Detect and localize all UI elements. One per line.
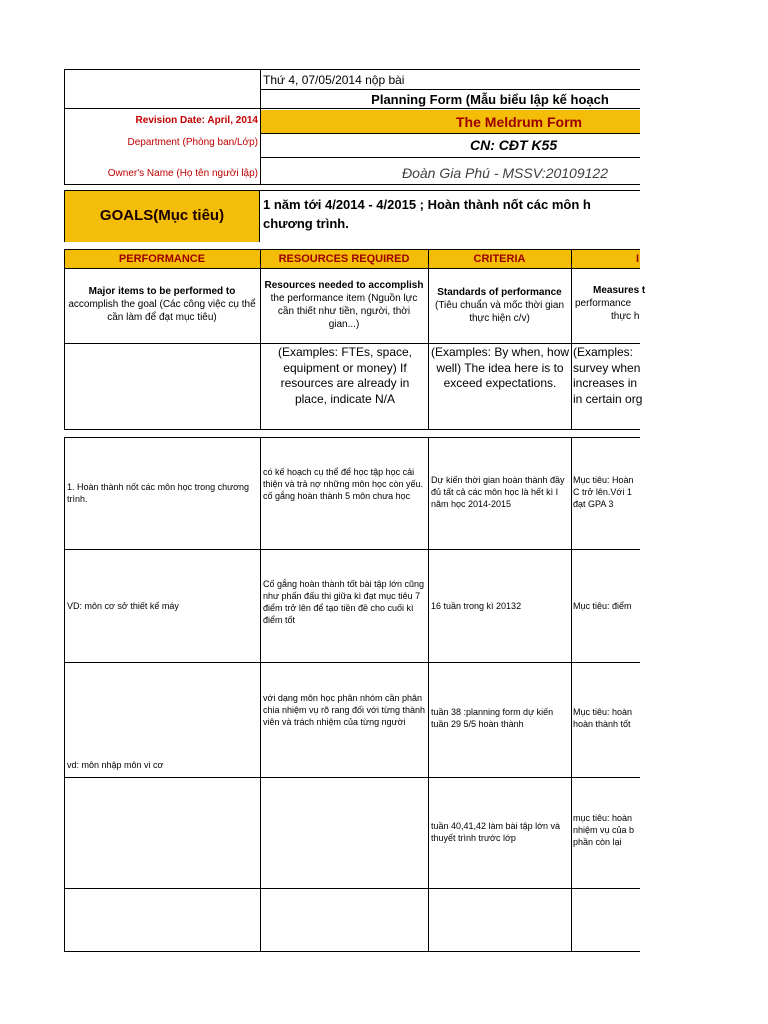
- measures-description-title: Measures t: [593, 285, 646, 296]
- row-resources-cell: [263, 912, 427, 926]
- row-resources-cell: với dạng môn học phân nhóm cần phân chia nhiệm vụ rõ rang đối với từng thành viên và trách nhiệm của từng người: [263, 693, 426, 727]
- row-criteria-cell: [431, 912, 569, 926]
- row-criteria-cell: tuần 40,41,42 làm bài tập lớn và thuyết trình trước lớp: [431, 821, 560, 843]
- resources-description-title: Resources needed to accomplish: [264, 280, 424, 291]
- row-measures-cell: mục tiêu: hoàn nhiệm vụ của b phần còn lại: [573, 813, 635, 847]
- row-resources-cell: Cố gắng hoàn thành tốt bài tập lớn cũng như phấn đấu thi giữa kì đạt mục tiêu 7 điểm trở lên để tạo tiền đề cho cuối kì điểm tốt: [263, 579, 425, 625]
- row-criteria-cell: 16 tuần trong kì 20132: [431, 601, 522, 611]
- form-name: The Meldrum Form: [456, 114, 583, 130]
- performance-description-title: Major items to be performed to: [88, 286, 236, 297]
- row-performance-cell: VD: môn cơ sở thiết kế máy: [67, 601, 179, 611]
- row-measures-cell: Mục tiêu: điểm: [573, 601, 632, 611]
- performance-description-text: accomplish the goal (Các công việc cụ thể cần làm để đạt mục tiêu): [68, 299, 256, 323]
- measures-description-text: performance: [575, 298, 632, 309]
- measures-description: [573, 284, 646, 340]
- criteria-description-text: (Tiêu chuẩn và mốc thời gian thực hiện c/v): [434, 300, 565, 324]
- row-performance-cell: [67, 820, 257, 834]
- department-value: CN: CĐT K55: [470, 137, 558, 153]
- column-title-criteria: CRITERIA: [473, 253, 526, 265]
- row-criteria-cell: Dự kiến thời gian hoàn thành đầy đủ tất cả các môn học là hết kì I năm học 2014-2015: [431, 475, 565, 509]
- goals-text-line1: 1 năm tới 4/2014 - 4/2015 ; Hoàn thành nốt các môn h: [263, 197, 591, 212]
- criteria-example: (Examples: By when, how well) The idea here is to exceed expectations.: [430, 345, 570, 390]
- resources-description: [262, 279, 426, 341]
- column-title-measures: I: [636, 253, 640, 265]
- resources-example: (Examples: FTEs, space, equipment or money) If resources are already in place, indicate N/A: [277, 345, 413, 406]
- goals-label: GOALS(Mục tiêu): [99, 207, 225, 224]
- column-title-resources: RESOURCES REQUIRED: [278, 253, 410, 265]
- submission-date: Thứ 4, 07/05/2014 nộp bài: [263, 73, 405, 87]
- row-measures-cell: Mục tiêu: hoàn hoàn thành tốt: [573, 707, 633, 729]
- row-criteria-cell: tuần 38 :planning form dự kiến tuần 29 5/5 hoàn thành: [431, 707, 554, 729]
- goals-text-line2: chương trình.: [263, 216, 349, 231]
- row-performance-cell: 1. Hoàn thành nốt các môn học trong chương trình.: [67, 482, 250, 504]
- row-measures-cell: Mục tiêu: Hoàn C trở lên.Với 1 đạt GPA 3: [573, 475, 634, 509]
- measures-description-text-2: thực h: [611, 311, 640, 322]
- measures-example: (Examples: survey when increases in in certain org: [573, 345, 643, 406]
- criteria-description-title: Standards of performance: [437, 287, 562, 298]
- row-measures-cell: [573, 912, 640, 926]
- row-resources-cell: có kế hoạch cụ thể để học tập học cải thiện và trả nợ những môn học còn yếu. cố gắng hoàn thành 5 môn chưa học: [263, 467, 424, 501]
- performance-description: [66, 285, 258, 341]
- row-performance-cell: [67, 912, 257, 926]
- row-performance-cell: vd: môn nhập môn vi cơ: [67, 760, 164, 770]
- revision-date-label: Revision Date: April, 2014: [135, 115, 258, 126]
- owner-value: Đoàn Gia Phú - MSSV:20109122: [402, 165, 608, 181]
- resources-description-text: the performance item (Nguồn lực cần thiết như tiền, người, thời gian...): [270, 293, 418, 330]
- criteria-description: [430, 286, 569, 342]
- department-label: Department (Phòng ban/Lớp): [127, 137, 258, 148]
- owner-label: Owner's Name (Họ tên người lập): [107, 168, 258, 179]
- form-title: Planning Form (Mẫu biểu lập kế hoạch: [371, 92, 609, 107]
- row-resources-cell: [263, 820, 427, 834]
- column-title-performance: PERFORMANCE: [118, 253, 206, 265]
